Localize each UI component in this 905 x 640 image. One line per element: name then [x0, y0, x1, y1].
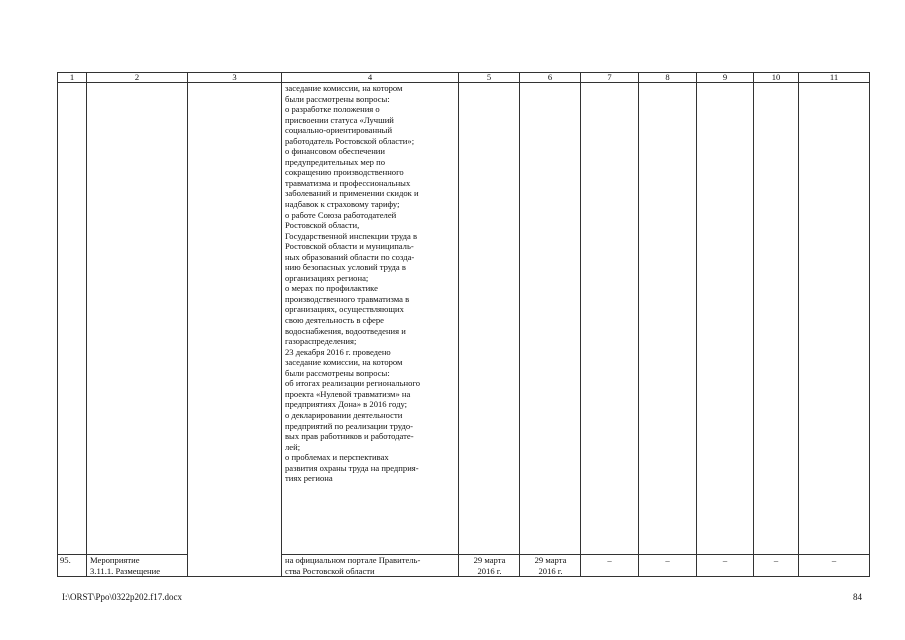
cell-empty: [87, 83, 188, 555]
cell-empty: [697, 83, 754, 555]
value-col-7: –: [581, 555, 639, 577]
column-header-6: 6: [520, 73, 581, 83]
event-name: Мероприятие 3.11.1. Размещение: [87, 555, 188, 577]
column-header-8: 8: [639, 73, 697, 83]
cell-empty-merged: [188, 83, 282, 577]
event-description: на официальном портале Правитель- ства Ростовской области: [282, 555, 459, 577]
cell-empty: [754, 83, 799, 555]
column-header-7: 7: [581, 73, 639, 83]
column-header-11: 11: [799, 73, 870, 83]
cell-empty: [58, 83, 87, 555]
value-col-11: –: [799, 555, 870, 577]
start-date: 29 марта 2016 г.: [459, 555, 520, 577]
column-header-5: 5: [459, 73, 520, 83]
data-table: [57, 72, 870, 577]
value-col-8: –: [639, 555, 697, 577]
column-header-4: 4: [282, 73, 459, 83]
continuation-row: [58, 83, 870, 555]
cell-empty: [581, 83, 639, 555]
column-header-2: 2: [87, 73, 188, 83]
value-col-9: –: [697, 555, 754, 577]
value-col-10: –: [754, 555, 799, 577]
cell-empty: [520, 83, 581, 555]
table-row-95: [58, 555, 870, 577]
column-header-9: 9: [697, 73, 754, 83]
page-number: 84: [853, 592, 862, 602]
footer-file-path: I:\ORST\Ppo\0322p202.f17.docx: [62, 592, 183, 602]
continuation-text: заседание комиссии, на котором были рассмотрены вопросы: о разработке положения о присвоении статуса «Лучший социально-ориентированный работодатель Ростовской области»; о финансовом обеспечении предупредительных мер по сокращению производственного травматизма и профессиональных заболеваний и применении скидок и надбавок к страховому тарифу; о работе Союза работодателей Ростовской области, Государственной инспекции труда в Ростовской области и муниципаль- ных образований области по созда- нию безопасных условий труда в организациях региона; о мерах по профилактике производственного травматизма в организациях, осуществляющих свою деятельность в сфере водоснабжения, водоотведения и газораспределения; 23 декабря 2016 г. проведено заседание комиссии, на котором были рассмотрены вопросы: об итогах реализации регионального проекта «Нулевой травматизм» на предприятиях Дона» в 2016 году; о декларировании деятельности предприятий по реализации трудо- вых прав работников и работодате- лей; о проблемах и перспективах развития охраны труда на предприя- тиях региона: [282, 83, 459, 555]
cell-empty: [459, 83, 520, 555]
cell-empty: [639, 83, 697, 555]
column-header-10: 10: [754, 73, 799, 83]
column-header-1: 1: [58, 73, 87, 83]
column-number-row: [58, 73, 870, 83]
cell-empty: [799, 83, 870, 555]
end-date: 29 марта 2016 г.: [520, 555, 581, 577]
row-number: 95.: [58, 555, 87, 577]
column-header-3: 3: [188, 73, 282, 83]
